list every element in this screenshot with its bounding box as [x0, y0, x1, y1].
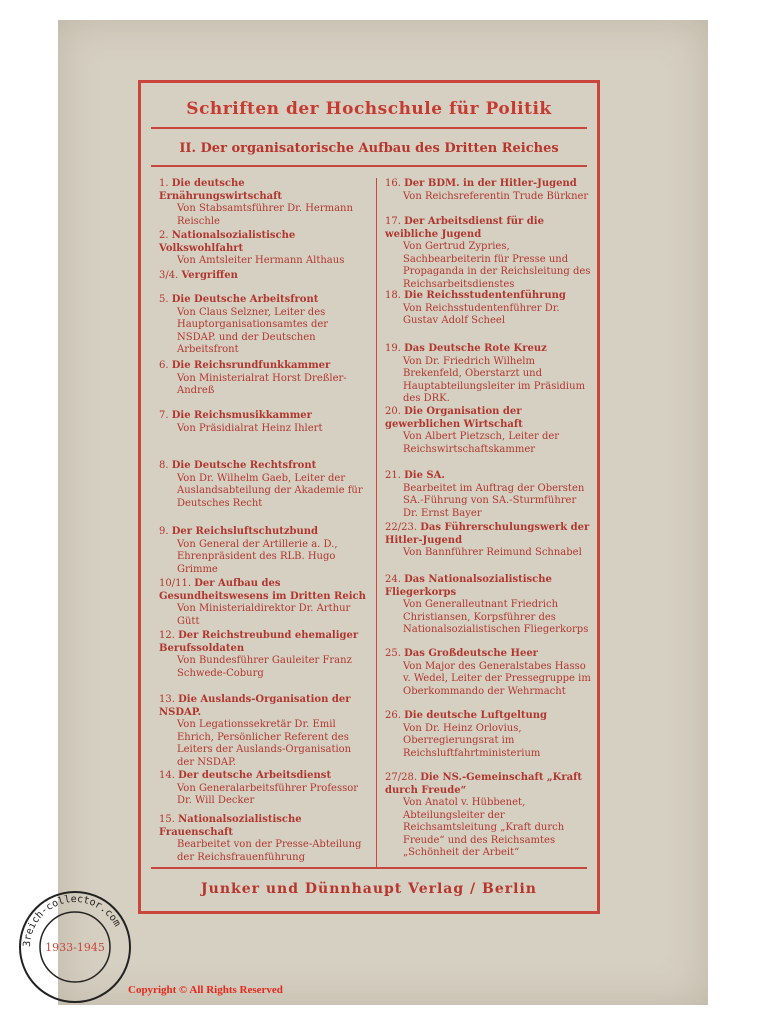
- entry-title: Die deutsche Ernährungswirtschaft: [159, 178, 283, 202]
- entry-author: Von Major des Generalstabes Hasso v. Wedel, Leiter der Pressegruppe im Oberkommando der Wehrmacht: [403, 660, 591, 697]
- catalog-entry: [385, 290, 593, 328]
- entry-author: Von Ministerialrat Horst Dreßler-Andreß: [177, 372, 347, 396]
- section-title: II. Der organisatorische Aufbau des Dritten Reiches: [179, 141, 559, 156]
- entry-title: Die NS.-Gemeinschaft „Kraft durch Freude“: [385, 772, 583, 796]
- entry-number: 13.: [159, 694, 175, 705]
- entry-number: 21.: [385, 470, 401, 481]
- entry-number: 19.: [385, 343, 401, 354]
- entry-title: Der Aufbau des Gesundheitswesens im Dritten Reich: [159, 578, 366, 602]
- catalog-entry: [385, 522, 593, 560]
- entry-number: 5.: [159, 294, 169, 305]
- entry-title: Die Reichsstudentenführung: [404, 290, 566, 301]
- entry-title: Der Reichstreubund ehemaliger Berufssoldaten: [159, 630, 359, 654]
- catalog-entry: [159, 770, 367, 808]
- publisher-line: Junker und Dünnhaupt Verlag / Berlin: [201, 881, 537, 897]
- entry-number: 8.: [159, 460, 169, 471]
- entry-number: 10/11.: [159, 578, 191, 589]
- entry-title: Das Führerschulungswerk der Hitler-Jugend: [385, 522, 590, 546]
- entry-author: Bearbeitet von der Presse-Abteilung der Reichsfrauenführung: [177, 839, 362, 863]
- copyright-notice: Copyright © All Rights Reserved: [128, 984, 283, 996]
- entry-author: Von Amtsleiter Hermann Althaus: [177, 255, 345, 266]
- entry-author: Von Stabsamtsführer Dr. Hermann Reischle: [177, 203, 353, 227]
- catalog-entry: [159, 230, 367, 268]
- entry-number: 24.: [385, 574, 401, 585]
- catalog-entry: [159, 460, 367, 510]
- entry-number: 1.: [159, 178, 169, 189]
- entry-author: Von Anatol v. Hübbenet, Abteilungsleiter der Reichsamtsleitung „Kraft durch Freude“ und des Reichsamtes „Schönheit der Arbeit“: [403, 797, 565, 858]
- catalog-entry: [159, 814, 367, 864]
- entry-number: 14.: [159, 770, 175, 781]
- catalog-entry: [159, 360, 367, 398]
- red-border-frame: [138, 80, 600, 914]
- entry-title: Das Deutsche Rote Kreuz: [404, 343, 547, 354]
- stamp-years: 1933-1945: [45, 941, 105, 954]
- entry-number: 17.: [385, 216, 401, 227]
- entry-author: Von Bannführer Reimund Schnabel: [403, 547, 582, 558]
- series-title: Schriften der Hochschule für Politik: [186, 99, 552, 119]
- entry-author: Von Claus Selzner, Leiter des Hauptorganisationsamtes der NSDAP. und der Deutschen Arbeitsfront: [177, 306, 329, 355]
- entry-title: Der deutsche Arbeitsdienst: [178, 770, 332, 781]
- entry-author: Von Legationssekretär Dr. Emil Ehrich, Persönlicher Referent des Leiters der Auslands-Organisation der NSDAP.: [177, 719, 352, 768]
- column-divider: [376, 178, 377, 868]
- entry-title: Das Nationalsozialistische Fliegerkorps: [385, 574, 552, 598]
- entry-number: 18.: [385, 290, 401, 301]
- entry-number: 12.: [159, 630, 175, 641]
- entry-author: Von Albert Pietzsch, Leiter der Reichswirtschaftskammer: [403, 431, 560, 455]
- entry-author: Von Präsidialrat Heinz Ihlert: [177, 422, 323, 434]
- footer-rule: [151, 867, 587, 869]
- book-back-cover: [58, 20, 708, 1005]
- subtitle-rule: [151, 165, 587, 167]
- catalog-entry: [159, 526, 367, 576]
- catalog-entry: [385, 343, 593, 406]
- entry-number: 9.: [159, 526, 169, 537]
- entry-number: 7.: [159, 410, 169, 421]
- entry-author: Von Generalarbeitsführer Professor Dr. Will Decker: [177, 782, 359, 806]
- entry-author: Von Ministerialdirektor Dr. Arthur Gütt: [177, 603, 351, 627]
- entry-title: Der BDM. in der Hitler-Jugend: [404, 178, 577, 189]
- entry-number: 16.: [385, 178, 401, 189]
- entry-number: 15.: [159, 814, 175, 825]
- catalog-entry: [385, 216, 593, 291]
- entry-number: 26.: [385, 710, 401, 721]
- catalog-entry: [385, 406, 593, 456]
- entry-title: Der Arbeitsdienst für die weibliche Jugend: [385, 216, 544, 240]
- entry-author: Von Dr. Heinz Orlovius, Oberregierungsrat im Reichsluftfahrtministerium: [403, 722, 541, 759]
- catalog-entry: [159, 578, 367, 628]
- entry-number: 3/4.: [159, 270, 179, 281]
- catalog-entry: [385, 470, 593, 520]
- catalog-entry: [159, 178, 367, 228]
- catalog-entry: [159, 694, 367, 769]
- stamp-ring-text: 3reich-collector.com: [21, 893, 123, 948]
- entry-title: Nationalsozialistische Volkswohlfahrt: [159, 230, 296, 254]
- entry-author: Von General der Artillerie a. D., Ehrenpräsident des RLB. Hugo Grimme: [177, 538, 338, 575]
- entry-number: 2.: [159, 230, 169, 241]
- entry-title: Der Reichsluftschutzbund: [171, 526, 319, 537]
- entry-title: Vergriffen: [181, 270, 238, 281]
- catalog-entry: [159, 294, 367, 357]
- entry-author: Von Dr. Wilhelm Gaeb, Leiter der Auslandsabteilung der Akademie für Deutsches Recht: [177, 472, 363, 509]
- catalog-entry: [159, 630, 367, 680]
- entry-title: Nationalsozialistische Frauenschaft: [159, 814, 302, 838]
- collector-stamp: [16, 888, 134, 1006]
- entry-author: Von Generalleutnant Friedrich Christiansen, Korpsführer des Nationalsozialistischen Fliegerkorps: [403, 599, 589, 635]
- catalog-entry: [385, 710, 593, 760]
- entry-author: Von Bundesführer Gauleiter Franz Schwede-Coburg: [177, 655, 352, 679]
- entry-title: Die Organisation der gewerblichen Wirtschaft: [385, 406, 523, 430]
- entry-author: Bearbeitet im Auftrag der Obersten SA.-Führung von SA.-Sturmführer Dr. Ernst Bayer: [403, 482, 585, 519]
- catalog-entry: [385, 648, 593, 698]
- entry-number: 25.: [385, 648, 401, 659]
- entry-author: Von Reichsstudentenführer Dr. Gustav Adolf Scheel: [403, 302, 560, 326]
- catalog-entry: [385, 178, 593, 203]
- catalog-entry: [385, 574, 593, 637]
- entry-number: 22/23.: [385, 522, 417, 533]
- entry-author: Von Gertrud Zypries, Sachbearbeiterin für Presse und Propaganda in der Reichsleitung des Reichsarbeitsdienstes: [403, 241, 591, 290]
- catalog-entry: [159, 410, 367, 435]
- entry-title: Die Reichsmusikkammer: [171, 410, 312, 421]
- entry-title: Die Deutsche Rechtsfront: [171, 460, 317, 471]
- catalog-entry: [159, 270, 367, 283]
- entry-number: 6.: [159, 360, 169, 371]
- title-rule: [151, 127, 587, 129]
- entry-title: Die deutsche Luftgeltung: [404, 710, 548, 721]
- catalog-entry: [385, 772, 593, 860]
- entry-title: Das Großdeutsche Heer: [404, 648, 538, 659]
- entry-author: Von Reichsreferentin Trude Bürkner: [403, 190, 589, 202]
- entry-title: Die Deutsche Arbeitsfront: [171, 294, 319, 305]
- entry-title: Die SA.: [404, 470, 445, 481]
- entry-number: 27/28.: [385, 772, 417, 783]
- entry-title: Die Reichsrundfunkkammer: [171, 360, 331, 371]
- entry-author: Von Dr. Friedrich Wilhelm Brekenfeld, Oberstarzt und Hauptabteilungsleiter im Präsidium des DRK.: [403, 355, 586, 404]
- entry-title: Die Auslands-Organisation der NSDAP.: [159, 694, 351, 718]
- entry-number: 20.: [385, 406, 401, 417]
